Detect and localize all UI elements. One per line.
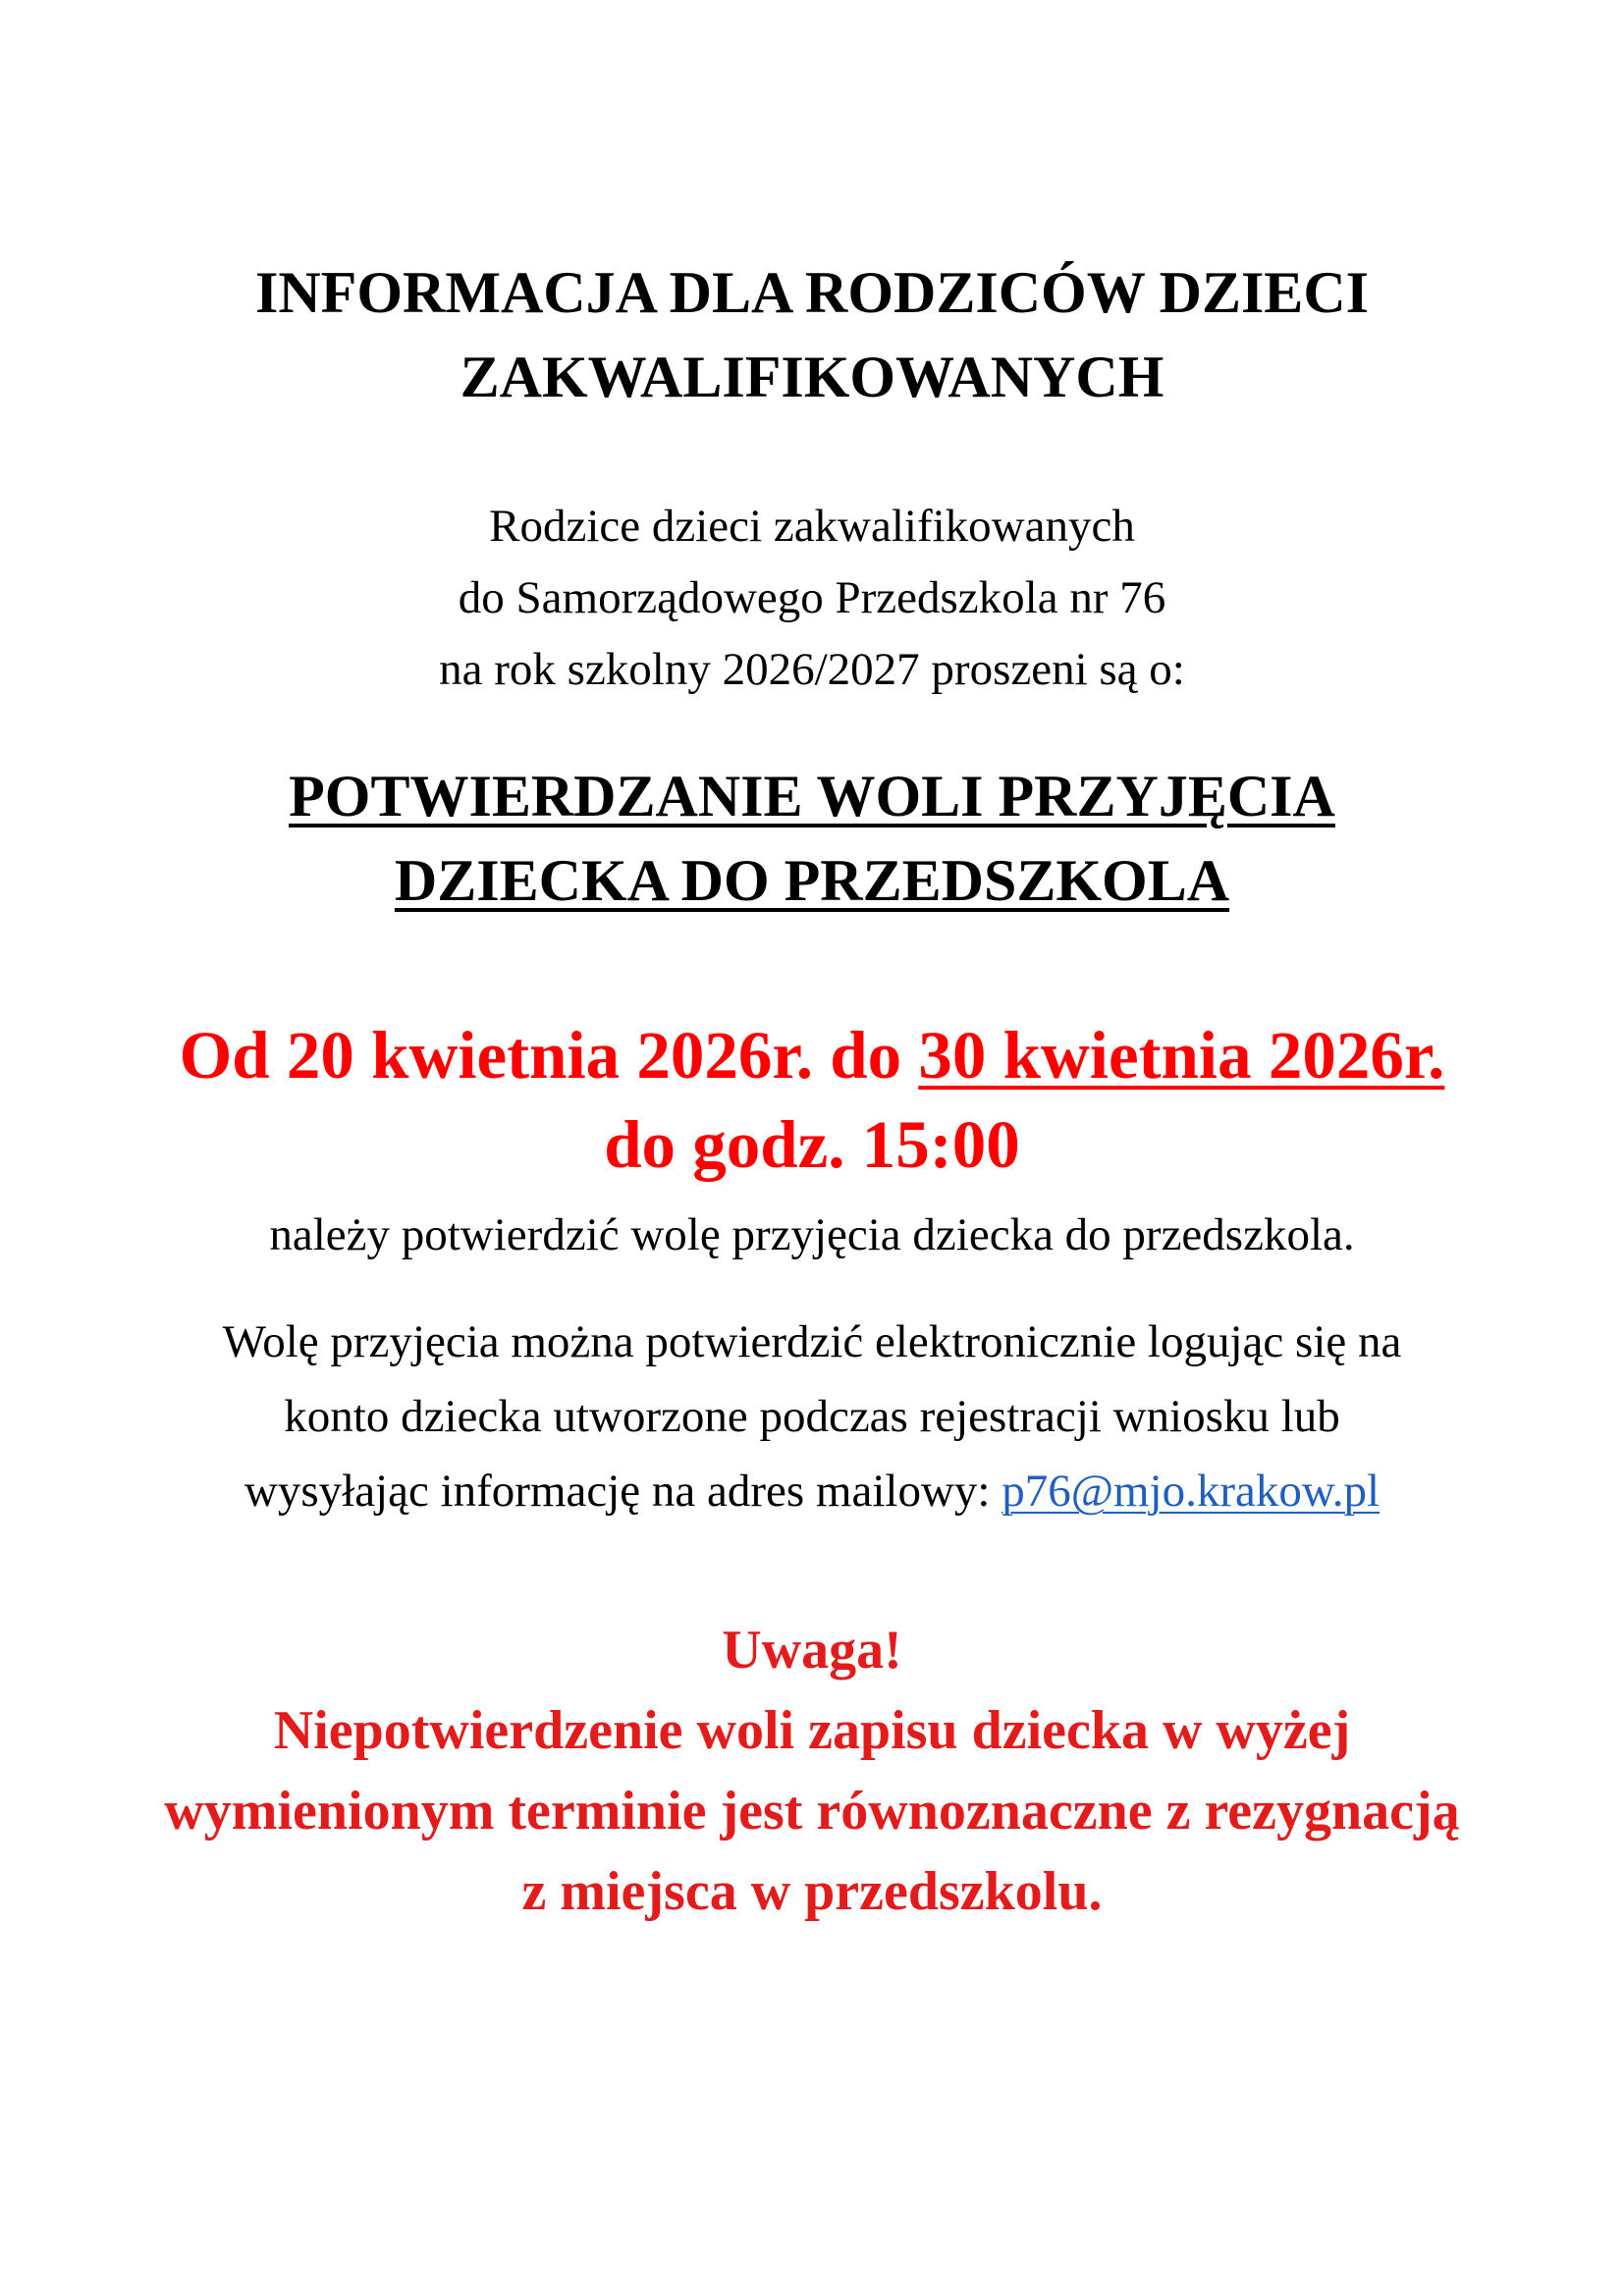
warning-block: [98, 1610, 1526, 1932]
date-from: Od 20 kwietnia 2026r. do: [179, 1018, 919, 1093]
warning-heading: Uwaga!: [722, 1620, 902, 1681]
warning-line-3: z miejsca w przedszkolu.: [521, 1861, 1103, 1922]
method-line-2: konto dziecka utworzone podczas rejestracji wniosku lub: [284, 1391, 1340, 1442]
intro-line-1: Rodzice dzieci zakwalifikowanych: [489, 501, 1135, 552]
warning-line-2: wymienionym terminie jest równoznaczne z rezygnacją: [164, 1781, 1460, 1842]
action-heading: [98, 754, 1526, 923]
intro-line-3: na rok szkolny 2026/2027 proszeni są o:: [439, 644, 1185, 695]
action-line-2: DZIECKA DO PRZEDSZKOLA: [394, 848, 1230, 913]
confirm-instruction: należy potwierdzić wolę przyjęcia dziecka do przedszkola.: [269, 1209, 1355, 1260]
intro-paragraph: [98, 491, 1526, 706]
title-line-1: INFORMACJA DLA RODZICÓW DZIECI: [254, 260, 1370, 325]
method-line-3: [98, 1454, 1526, 1528]
warning-line-1: Niepotwierdzenie woli zapisu dziecka w wyżej: [273, 1700, 1351, 1761]
date-range: [98, 1011, 1526, 1100]
intro-line-2: do Samorządowego Przedszkola nr 76: [458, 572, 1166, 623]
email-link[interactable]: p76@mjo.krakow.pl: [1001, 1466, 1380, 1517]
method-line-3-prefix: wysyłając informację na adres mailowy:: [244, 1466, 1002, 1517]
confirm-method-paragraph: [98, 1305, 1526, 1528]
method-line-1: Wolę przyjęcia można potwierdzić elektronicznie logując się na: [222, 1316, 1402, 1367]
date-to: 30 kwietnia 2026r.: [918, 1018, 1445, 1093]
action-line-1: POTWIERDZANIE WOLI PRZYJĘCIA: [289, 764, 1335, 828]
deadline-time: do godz. 15:00: [604, 1107, 1020, 1182]
deadline-dates: [98, 1011, 1526, 1190]
document-title: [98, 250, 1526, 419]
title-line-2: ZAKWALIFIKOWANYCH: [460, 345, 1164, 409]
